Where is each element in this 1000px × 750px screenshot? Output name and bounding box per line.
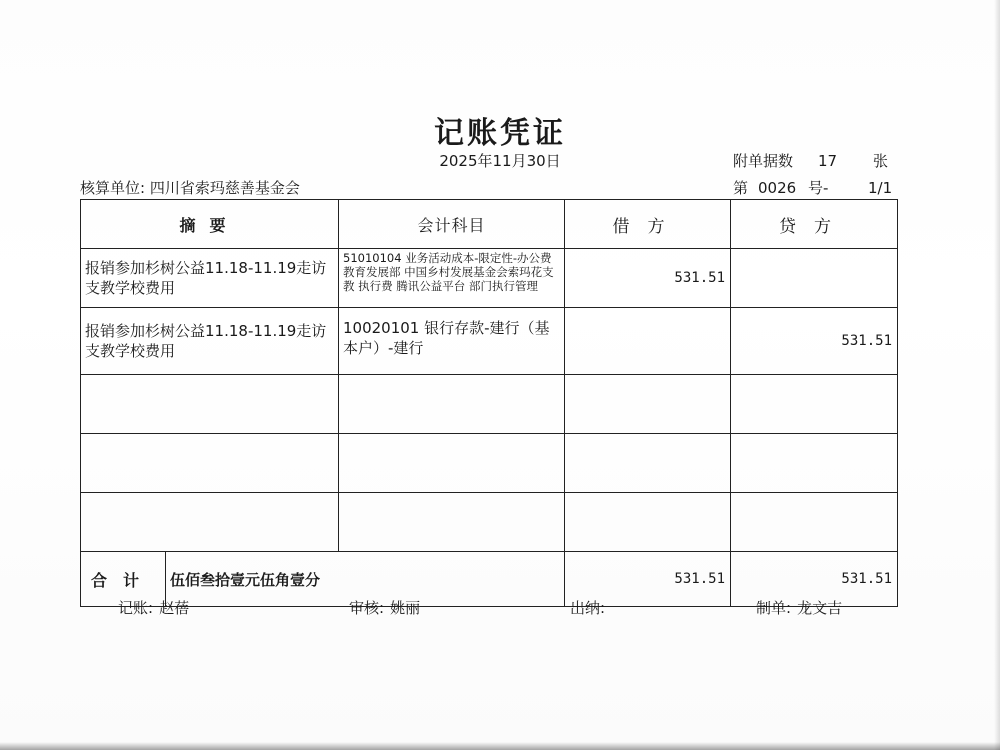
header-credit: 贷方: [731, 200, 898, 249]
preparer-label: 制单:: [756, 599, 792, 617]
total-label: 合计: [81, 552, 166, 606]
preparer-name: 龙文吉: [797, 599, 843, 617]
row-debit: [565, 375, 731, 434]
reviewer-name: 姚丽: [390, 599, 421, 617]
table-row: [81, 375, 898, 434]
row-debit: [565, 493, 731, 552]
row-credit: [731, 249, 898, 308]
row-subject: [339, 434, 565, 493]
attachments-label: 附单据数: [733, 152, 794, 170]
bookkeeper-signature: [118, 597, 189, 618]
voucher-number: [733, 177, 892, 198]
row-summary: 报销参加杉树公益11.18-11.19走访支教学校费用: [81, 308, 339, 375]
unit-name: 四川省索玛慈善基金会: [149, 179, 300, 197]
scan-edge-bottom: [0, 742, 1000, 750]
header-debit: 借方: [565, 200, 731, 249]
row-summary: 报销参加杉树公益11.18-11.19走访支教学校费用: [81, 249, 339, 308]
table-row: [81, 249, 898, 308]
row-credit: [731, 493, 898, 552]
attachments-count: 17: [818, 152, 838, 170]
attachments-unit: 张: [873, 152, 889, 170]
total-amount-in-words: 伍佰叁拾壹元伍角壹分: [170, 570, 321, 589]
table-row: [81, 308, 898, 375]
voucher-no-suffix: 号-: [808, 179, 829, 197]
row-credit: [731, 375, 898, 434]
header-subject: 会计科目: [339, 200, 565, 249]
voucher-no-value: 0026: [758, 179, 797, 197]
row-debit: [565, 434, 731, 493]
accounting-unit: [80, 177, 300, 198]
table-header-row: [81, 200, 898, 249]
reviewer-label: 审核:: [349, 599, 385, 617]
reviewer-signature: [349, 597, 420, 618]
row-summary: [81, 493, 339, 552]
table-row: [81, 434, 898, 493]
voucher-title: 记账凭证: [434, 116, 566, 151]
unit-label: 核算单位:: [80, 179, 146, 197]
voucher-date: 2025年11月30日: [439, 152, 561, 170]
total-credit: 531.51: [731, 552, 898, 607]
bookkeeper-label: 记账:: [118, 599, 154, 617]
cashier-signature: [570, 597, 611, 618]
row-subject: [339, 375, 565, 434]
voucher-no-label: 第: [733, 179, 749, 197]
row-subject: 10020101 银行存款-建行（基本户）-建行: [339, 308, 565, 375]
preparer-signature: [756, 597, 842, 618]
attachments-info: [733, 150, 888, 171]
row-summary: [81, 375, 339, 434]
table-row: [81, 493, 898, 552]
row-debit: 531.51: [565, 249, 731, 308]
row-summary: [81, 434, 339, 493]
header-summary: 摘要: [81, 200, 339, 249]
voucher-page-index: 1/1: [868, 179, 893, 197]
row-debit: [565, 308, 731, 375]
voucher-table: [80, 199, 898, 607]
row-subject: 51010104 业务活动成本-限定性-办公费 教育发展部 中国乡村发展基金会索玛花支教 执行费 腾讯公益平台 部门执行管理: [339, 249, 565, 308]
total-debit: 531.51: [565, 552, 731, 607]
row-credit: 531.51: [731, 308, 898, 375]
row-credit: [731, 434, 898, 493]
row-subject: [339, 493, 565, 552]
bookkeeper-name: 赵蓓: [159, 599, 190, 617]
cashier-label: 出纳:: [570, 599, 606, 617]
